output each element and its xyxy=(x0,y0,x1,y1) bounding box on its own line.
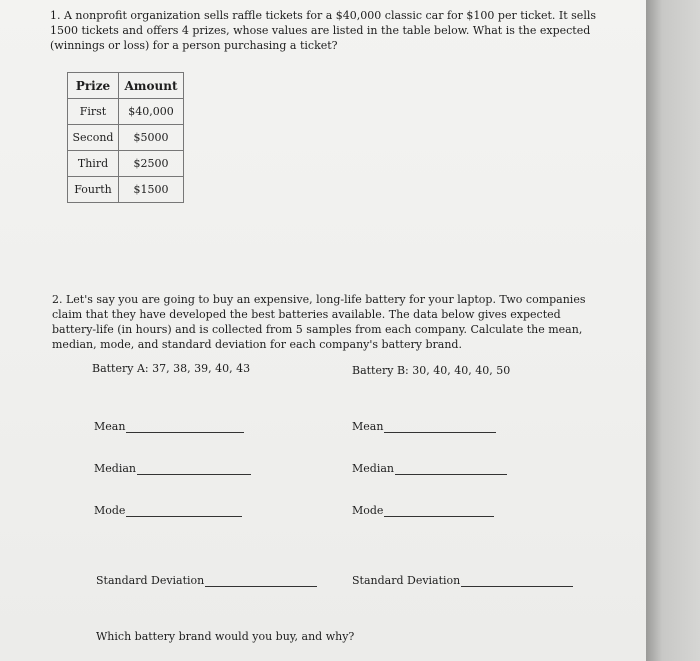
answer-line[interactable] xyxy=(137,463,251,475)
prize-amount: $40,000 xyxy=(119,99,184,125)
question-1-text: 1. A nonprofit organization sells raffle tickets for a $40,000 classic car for $100 per ticket. It sells 1500 tickets and offers 4 prizes, whose values are listed in the table below. What is the expected (winnings or loss) for a person purchasing a ticket? xyxy=(50,9,596,52)
answer-line[interactable] xyxy=(395,463,507,475)
answer-line[interactable] xyxy=(205,575,317,587)
mode-label: Mode xyxy=(94,504,126,517)
answer-line[interactable] xyxy=(384,421,496,433)
page-edge-shadow xyxy=(646,0,700,661)
table-row xyxy=(68,125,184,151)
prize-amount: $2500 xyxy=(119,151,184,177)
battery-b-std-dev-field[interactable] xyxy=(352,574,573,587)
answer-line[interactable] xyxy=(126,505,242,517)
battery-a-mode-field[interactable] xyxy=(94,504,242,517)
std-dev-label: Standard Deviation xyxy=(352,574,461,587)
answer-line[interactable] xyxy=(126,421,244,433)
prize-table xyxy=(67,72,184,203)
mean-label: Mean xyxy=(352,420,384,433)
battery-b-mode-field[interactable] xyxy=(352,504,494,517)
prize-name: Fourth xyxy=(68,177,119,203)
median-label: Median xyxy=(94,462,136,475)
prize-amount: $1500 xyxy=(119,177,184,203)
answer-line[interactable] xyxy=(461,575,573,587)
battery-b-mean-field[interactable] xyxy=(352,420,496,433)
header-amount: Amount xyxy=(119,73,184,99)
prize-amount: $5000 xyxy=(119,125,184,151)
header-prize: Prize xyxy=(68,73,119,99)
question-2-text: 2. Let's say you are going to buy an expensive, long-life battery for your laptop. Two companies claim that they have developed the best batteries available. The data below gives expected battery-life (in hours) and is collected from 5 samples from each company. Calculate the mean, median, mode, and standard deviation for each company's battery brand. xyxy=(52,293,586,351)
prize-name: Third xyxy=(68,151,119,177)
median-label: Median xyxy=(352,462,394,475)
table-header-row xyxy=(68,73,184,99)
battery-a-std-dev-field[interactable] xyxy=(96,574,317,587)
table-row xyxy=(68,151,184,177)
battery-a-data: Battery A: 37, 38, 39, 40, 43 xyxy=(92,362,251,375)
battery-b-median-field[interactable] xyxy=(352,462,507,475)
battery-b-data: Battery B: 30, 40, 40, 40, 50 xyxy=(352,364,511,377)
std-dev-label: Standard Deviation xyxy=(96,574,205,587)
table-row xyxy=(68,177,184,203)
table-row xyxy=(68,99,184,125)
prize-name: Second xyxy=(68,125,119,151)
battery-a-median-field[interactable] xyxy=(94,462,251,475)
battery-a-mean-field[interactable] xyxy=(94,420,244,433)
prize-name: First xyxy=(68,99,119,125)
mean-label: Mean xyxy=(94,420,126,433)
mode-label: Mode xyxy=(352,504,384,517)
final-question: Which battery brand would you buy, and why? xyxy=(96,630,355,643)
answer-line[interactable] xyxy=(384,505,494,517)
